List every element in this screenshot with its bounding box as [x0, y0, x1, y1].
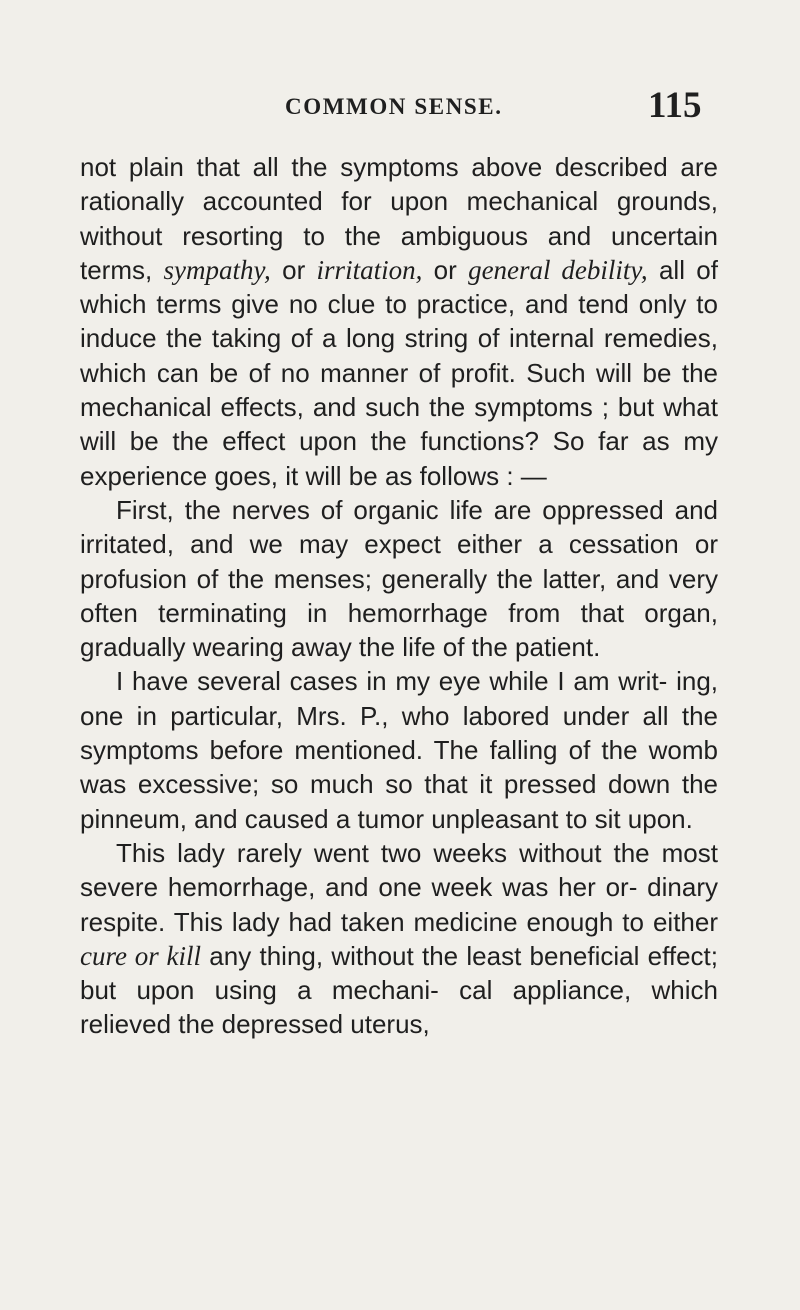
text-segment: not plain that all the symptoms above described are rationally accounted for upon mechanical grounds, without resorting to the ambiguous and uncertain terms,: [80, 152, 718, 285]
text-segment: I have several cases in my eye while I am writ- ing, one in particular, Mrs. P., who labored under all the symptoms before mentioned. The falling of the womb was excessive; so much so that it pressed down the pinneum, and caused a tumor unpleasant to sit upon.: [80, 666, 718, 834]
running-title: COMMON SENSE.: [285, 94, 503, 119]
italic-term-irritation: irritation,: [316, 254, 423, 285]
paragraph-3: [80, 664, 718, 835]
body-text: [80, 150, 718, 1042]
italic-phrase-cure-or-kill: cure or kill: [80, 940, 202, 971]
page-number: 115: [648, 85, 702, 126]
text-segment: This lady rarely went two weeks without the most severe hemorrhage, and one week was her or- dinary respite. This lady had taken medicine enough to either: [80, 837, 718, 937]
text-segment: all of which terms give no clue to practice, and tend only to induce the taking of a long string of internal remedies, which can be of no manner of profit. Such will be the mechanical effects, and such the symptoms ; but what will be the effect upon the functions? So far as my experience goes, it will be as follows : —: [80, 254, 718, 491]
paragraph-1: [80, 150, 718, 493]
running-head: [0, 84, 800, 134]
paragraph-4: [80, 836, 718, 1042]
text-segment: or: [270, 254, 317, 285]
paragraph-2: [80, 493, 718, 664]
italic-term-sympathy: sympathy,: [163, 254, 271, 285]
italic-term-general-debility: general debility,: [468, 254, 648, 285]
text-segment: or: [422, 254, 469, 285]
text-segment: First, the nerves of organic life are oppressed and irritated, and we may expect either a cessation or profusion of the menses; generally the latter, and very often terminating in hemorrhage from that organ, gradually wearing away the life of the patient.: [80, 494, 718, 663]
text-segment: any thing, without the least beneficial effect; but upon using a mechani- cal appliance, which relieved the depressed uterus,: [80, 940, 719, 1040]
